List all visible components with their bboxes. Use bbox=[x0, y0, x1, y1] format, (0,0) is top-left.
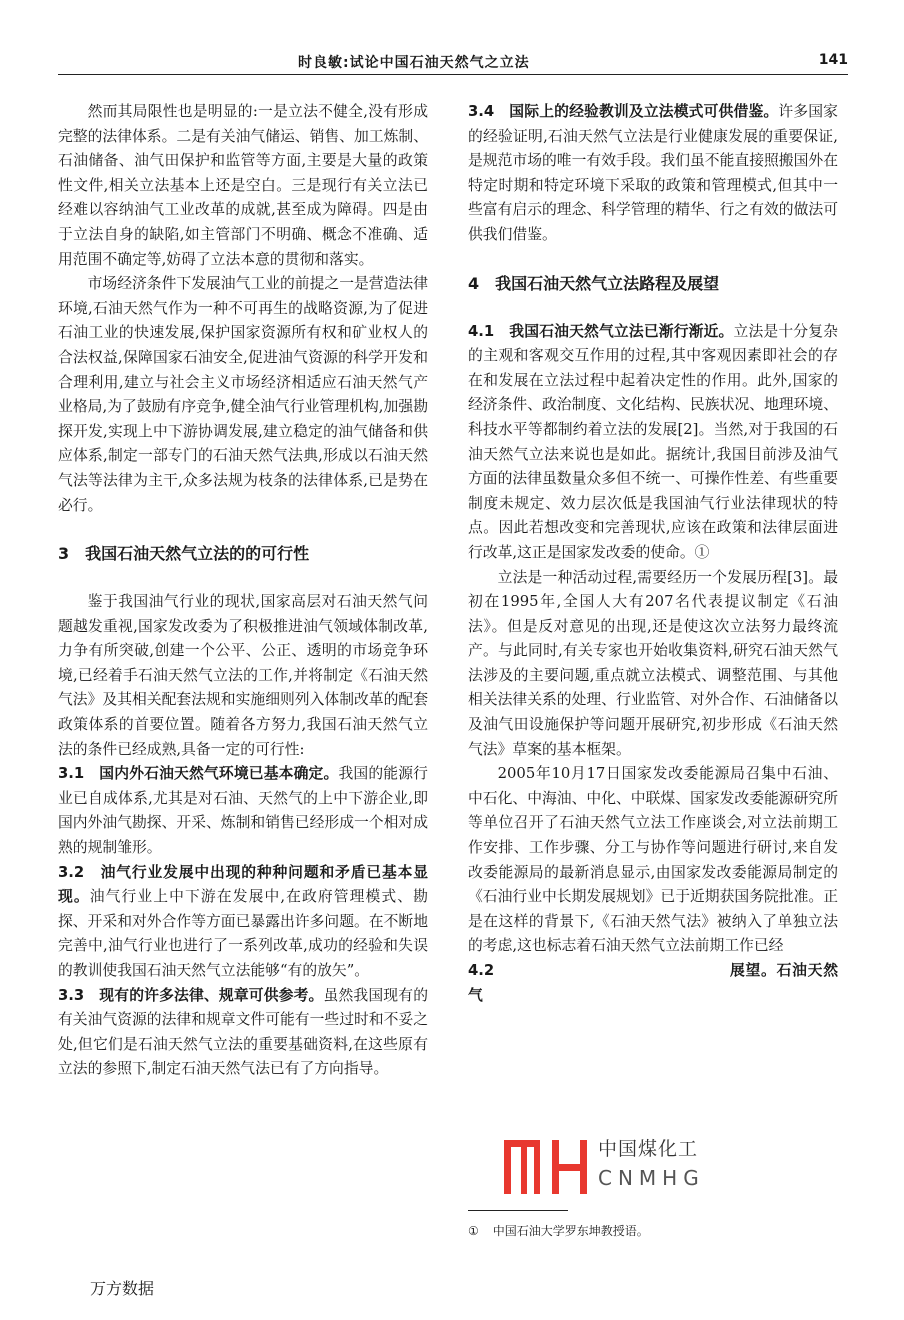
subsection-3-1-text: 我国的能源行业已自成体系,尤其是对石油、天然气的上中下游企业,即国内外油气勘探、开采、炼制和销售已经形成一个相对成熟的规制雏形。 bbox=[58, 765, 428, 857]
subsection-3-4 bbox=[468, 100, 838, 248]
watermark-name-en: CNMHG bbox=[598, 1166, 705, 1190]
subsection-3-4-title: 3.4 国际上的经验教训及立法模式可供借鉴。 bbox=[468, 103, 779, 120]
running-header bbox=[58, 52, 848, 75]
subsection-3-1 bbox=[58, 762, 428, 860]
footnote bbox=[468, 1222, 649, 1239]
section-3-heading: 3 我国石油天然气立法的的可行性 bbox=[58, 544, 310, 564]
subsection-4-1-title: 4.1 我国石油天然气立法已渐行渐近。 bbox=[468, 322, 734, 340]
subsection-3-1-title: 3.1 国内外石油天然气环境已基本确定。 bbox=[58, 765, 339, 783]
running-title: 时良敏:试论中国石油天然气之立法 bbox=[298, 55, 530, 71]
footnote-divider bbox=[468, 1210, 568, 1211]
page-number: 141 bbox=[818, 52, 848, 68]
page-footer: 万方数据 bbox=[90, 1279, 155, 1298]
subsection-3-3 bbox=[58, 984, 428, 1082]
right-column bbox=[468, 100, 838, 1008]
subsection-4-1 bbox=[468, 320, 838, 566]
paragraph-2005-meeting: 2005年10月17日国家发改委能源局召集中石油、中石化、中海油、中化、中联煤、国家发改委能源研究所等单位召开了石油天然气立法工作座谈会,对立法前期工作安排、工作步骤、分工与协作等问题进行研讨,来自发改委能源局的最新消息显示,由国家发改委能源局制定的《石油行业中长期发展规划》已于近期获国务院批准。正是在这样的背景下,《石油天然气法》被纳入了单独立法的考虑,这也标志着石油天然气立法前期工作已经 bbox=[468, 765, 838, 955]
subsection-3-3-text: 虽然我国现有的有关油气资源的法律和规章文件可能有一些过时和不妥之处,但它们是石油天然气立法的重要基础资料,在这些原有立法的参照下,制定石油天然气法已有了方向指导。 bbox=[58, 986, 428, 1078]
footnote-mark: ① bbox=[468, 1224, 479, 1238]
footnote-text: 中国石油大学罗东坤教授语。 bbox=[492, 1224, 649, 1238]
watermark-name-cn: 中国煤化工 bbox=[598, 1138, 699, 1160]
section-4-heading: 4 我国石油天然气立法路程及展望 bbox=[468, 273, 720, 293]
subsection-3-4-text: 许多国家的经验证明,石油天然气立法是行业健康发展的重要保证,是规范市场的唯一有效手段。我们虽不能直接照搬国外在特定时期和特定环境下采取的政策和管理模式,但其中一些富有启示的理念、科学管理的精华、行之有效的做法可供我们借鉴。 bbox=[468, 103, 838, 243]
subsection-3-2 bbox=[58, 861, 428, 984]
watermark-logo-icon bbox=[500, 1132, 592, 1196]
subsection-4-2 bbox=[468, 959, 838, 1008]
subsection-4-1-text: 立法是十分复杂的主观和客观交互作用的过程,其中客观因素即社会的存在和发展在立法过程中起着决定性的作用。此外,国家的经济条件、政治制度、文化结构、民族状况、地理环境、科技水平等都制约着立法的发展[2]。当然,对于我国的石油天然气立法来说也是如此。据统计,我国目前涉及油气方面的法律虽数量众多但不统一、可操作性差、有些重要制度未规定、效力层次低是我国油气行业法律现状的特点。因此若想改变和完善现状,应该在政策和法律层面进行改革,这正是国家发改委的使命。① bbox=[468, 322, 838, 561]
paragraph-feasibility-intro: 鉴于我国油气行业的现状,国家高层对石油天然气问题越发重视,国家发改委为了积极推进油气领域体制改革,力争有所突破,创建一个公平、公正、透明的市场竞争环境,已经着手石油天然气立法的工作,并将制定《石油天然气法》及其相关配套法规和实施细则列入体制改革的配套政策体系的首要位置。随着各方努力,我国石油天然气立法的条件已经成熟,具备一定的可行性: bbox=[58, 593, 428, 758]
paragraph-legislative-process: 立法是一种活动过程,需要经历一个发展历程[3]。最初在1995年,全国人大有207名代表提议制定《石油法》。但是反对意见的出现,还是使这次立法努力最终流产。与此同时,有关专家也开始收集资料,研究石油天然气法涉及的主要问题,重点就立法模式、调整范围、与其他相关法律关系的处理、行业监管、对外合作、石油储备以及油气田设施保护等问题开展研究,初步形成《石油天然气法》草案的基本框架。 bbox=[468, 568, 838, 758]
left-column bbox=[58, 100, 428, 1082]
subsection-3-2-text: 油气行业上中下游在发展中,在政府管理模式、勘探、开采和对外合作等方面已暴露出许多问题。在不断地完善中,油气行业也进行了一系列改革,成功的经验和失误的教训使我国石油天然气立法能够“有的放矢”。 bbox=[58, 888, 428, 979]
subsection-3-2-title: 3.2 油气行业发展中出现的种种问题和矛盾已基本显现。 bbox=[58, 863, 428, 906]
subsection-4-2-tail: 展望。石油天然气 bbox=[468, 962, 838, 1004]
paragraph-limitations: 然而其局限性也是明显的:一是立法不健全,没有形成完整的法律体系。二是有关油气储运、销售、加工炼制、石油储备、油气田保护和监管等方面,主要是大量的政策性文件,相关立法基本上还是空白。三是现行有关立法已经难以容纳油气工业改革的成就,甚至成为障碍。四是由于立法自身的缺陷,如主管部门不明确、概念不准确、适用范围不确定等,妨碍了立法本意的贯彻和落实。 bbox=[58, 103, 428, 268]
subsection-3-3-title: 3.3 现有的许多法律、规章可供参考。 bbox=[58, 986, 324, 1004]
subsection-4-2-number: 4.2 bbox=[468, 962, 495, 979]
watermark bbox=[500, 1132, 710, 1196]
paragraph-market-economy: 市场经济条件下发展油气工业的前提之一是营造法律环境,石油天然气作为一种不可再生的战略资源,为了促进石油工业的快速发展,保护国家资源所有权和矿业权人的合法权益,保障国家石油安全,促进油气资源的科学开发和合理利用,建立与社会主义市场经济相适应石油天然气产业格局,为了鼓励有序竞争,健全油气行业管理机构,加强勘探开发,实现上中下游协调发展,建立稳定的油气储备和供应体系,制定一部专门的石油天然气法典,形成以石油天然气法等法律为主干,众多法规为枝条的法律体系,已是势在必行。 bbox=[58, 275, 428, 514]
